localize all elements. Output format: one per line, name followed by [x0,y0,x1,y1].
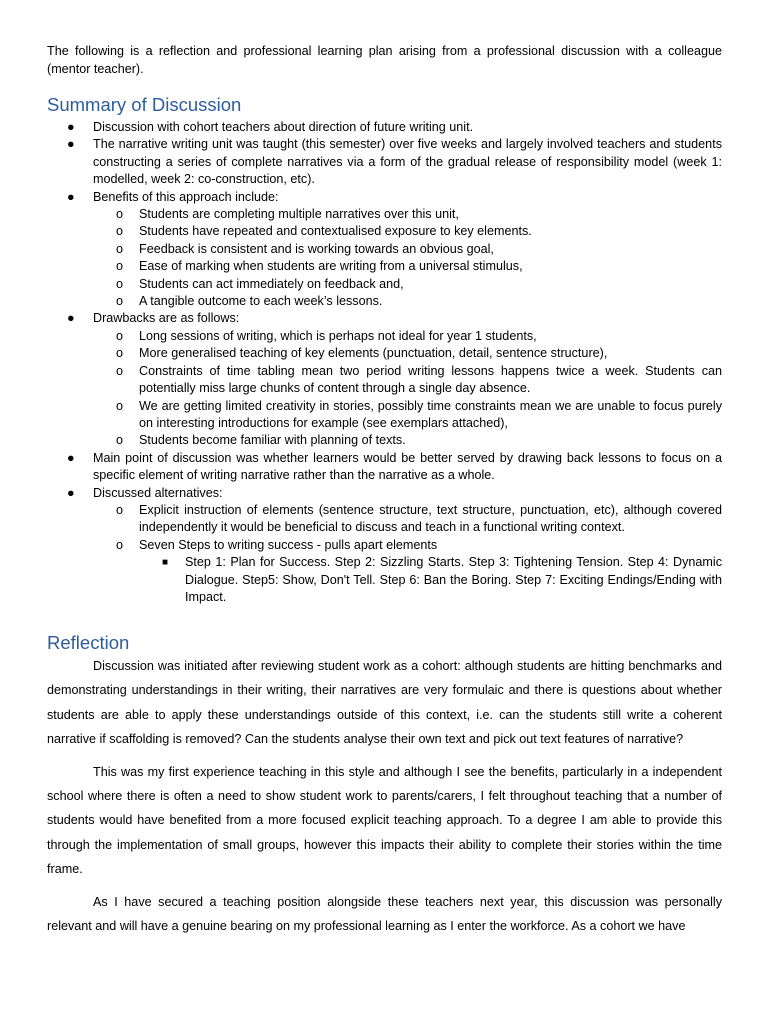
sub-list-item [47,502,722,537]
bullet-icon: ● [67,311,75,326]
circle-bullet-icon: o [116,207,124,222]
circle-bullet-icon: o [116,224,124,239]
list-item-text: The narrative writing unit was taught (this semester) over five weeks and largely involved teachers and students constructing a series of complete narratives via a form of the gradual release of responsibility model (week 1: modelled, week 2: co-construction, etc). [93,137,722,187]
sub-list-item-text: Feedback is consistent and is working towards an obvious goal, [139,241,494,256]
list-item [47,485,722,502]
sub-list-item-text: More generalised teaching of key elements (punctuation, detail, sentence structure), [139,346,608,361]
sub-list-item [47,537,722,554]
circle-bullet-icon: o [116,328,124,343]
sub-list-item-text: We are getting limited creativity in stories, possibly time constraints mean we are unable to focus purely on interesting introductions for example (see exemplars attached), [139,398,722,430]
sub-list-item [47,363,722,398]
list-item [47,189,722,206]
summary-list [47,119,722,606]
circle-bullet-icon: o [116,241,124,256]
circle-bullet-icon: o [116,502,124,517]
list-item [47,310,722,327]
reflection-heading: Reflection [47,632,130,653]
list-item-text: Drawbacks are as follows: [93,311,240,326]
sub-list-item-text: Constraints of time tabling mean two period writing lessons happens twice a week. Students can potentially miss large chunks of content through a single day absence. [139,363,722,396]
sub-list-item-text: Students are completing multiple narratives over this unit, [139,207,459,222]
circle-bullet-icon: o [116,363,124,378]
list-item-text: Main point of discussion was whether learners would be better served by drawing back lessons to focus on a specific element of writing narrative rather than the narrative as a whole. [93,450,722,483]
bullet-icon: ● [67,485,75,500]
square-bullet-icon: ■ [162,557,169,569]
sub-list-item-text: Explicit instruction of elements (sentence structure, text structure, punctuation, etc), although covered independently it would be beneficial to discuss and teach in a functional writing context. [139,502,722,535]
sub-list-item [47,241,722,258]
list-item [47,136,722,188]
list-item [47,119,722,136]
bullet-icon: ● [67,450,75,465]
sub-list-item [47,432,722,449]
bullet-icon: ● [67,189,75,204]
sub-list-item [47,293,722,310]
reflection-paragraph: Discussion was initiated after reviewing student work as a cohort: although students are hitting benchmarks and demonstrating understandings in their writing, their narratives are very formulaic and there is questions about whether students are able to apply these understandings outside of this context, i.e. can the students still write a coherent narrative if scaffolding is removed? Can the students analyse their own text and pick out text features of narrative? [47,659,722,747]
sub-list-item [47,258,722,275]
sub-list-item-text: A tangible outcome to each week’s lessons. [139,294,383,309]
circle-bullet-icon: o [116,276,124,291]
sub-list-item-text: Ease of marking when students are writing from a universal stimulus, [139,259,523,274]
circle-bullet-icon: o [116,398,124,413]
bullet-icon: ● [67,120,75,134]
summary-heading: Summary of Discussion [47,94,242,115]
sub-list-item [47,223,722,240]
sub-list-item-text: Students can act immediately on feedback and, [139,276,404,291]
list-item-text: Discussed alternatives: [93,485,223,500]
sub-list-item [47,276,722,293]
circle-bullet-icon: o [116,294,124,309]
sub-list-item [47,398,722,433]
sub-list-item-text: Seven Steps to writing success - pulls apart elements [139,537,438,552]
list-item-text: Discussion with cohort teachers about direction of future writing unit. [93,120,474,134]
list-item-text: Benefits of this approach include: [93,189,279,204]
sub-list-item-text: Students have repeated and contextualised exposure to key elements. [139,224,532,239]
circle-bullet-icon: o [116,259,124,274]
sub-list-item-text: Long sessions of writing, which is perhaps not ideal for year 1 students, [139,328,537,343]
sub-list-item [47,328,722,345]
sub-list-item-text: Students become familiar with planning of texts. [139,433,406,448]
sub-sub-list-item-text: Step 1: Plan for Success. Step 2: Sizzling Starts. Step 3: Tightening Tension. Step 4: Dynamic Dialogue. Step5: Show, Don't Tell. Step 6: Ban the Boring. Step 7: Exciting Endings/Ending with Impact. [185,555,722,604]
circle-bullet-icon: o [116,346,124,361]
sub-list-item [47,345,722,362]
bullet-icon: ● [67,137,75,152]
reflection-paragraph: As I have secured a teaching position alongside these teachers next year, this discussion was personally relevant and will have a genuine bearing on my professional learning as I enter the workforce. As a cohort we have [47,894,722,934]
sub-sub-list-item [47,554,722,606]
reflection-paragraph: This was my first experience teaching in this style and although I see the benefits, particularly in a independent school where there is often a need to show student work to parents/carers, I felt throughout teaching that a number of students would have benefited from a more focused explicit teaching approach. To a degree I am able to provide this through the implementation of small groups, however this impacts their ability to complete their stories within the time frame. [47,764,722,877]
circle-bullet-icon: o [116,537,124,552]
sub-list-item [47,206,722,223]
intro-paragraph: The following is a reflection and professional learning plan arising from a professional discussion with a colleague (mentor teacher). [47,44,722,76]
circle-bullet-icon: o [116,433,124,448]
reflection-body [47,654,722,946]
list-item [47,450,722,485]
